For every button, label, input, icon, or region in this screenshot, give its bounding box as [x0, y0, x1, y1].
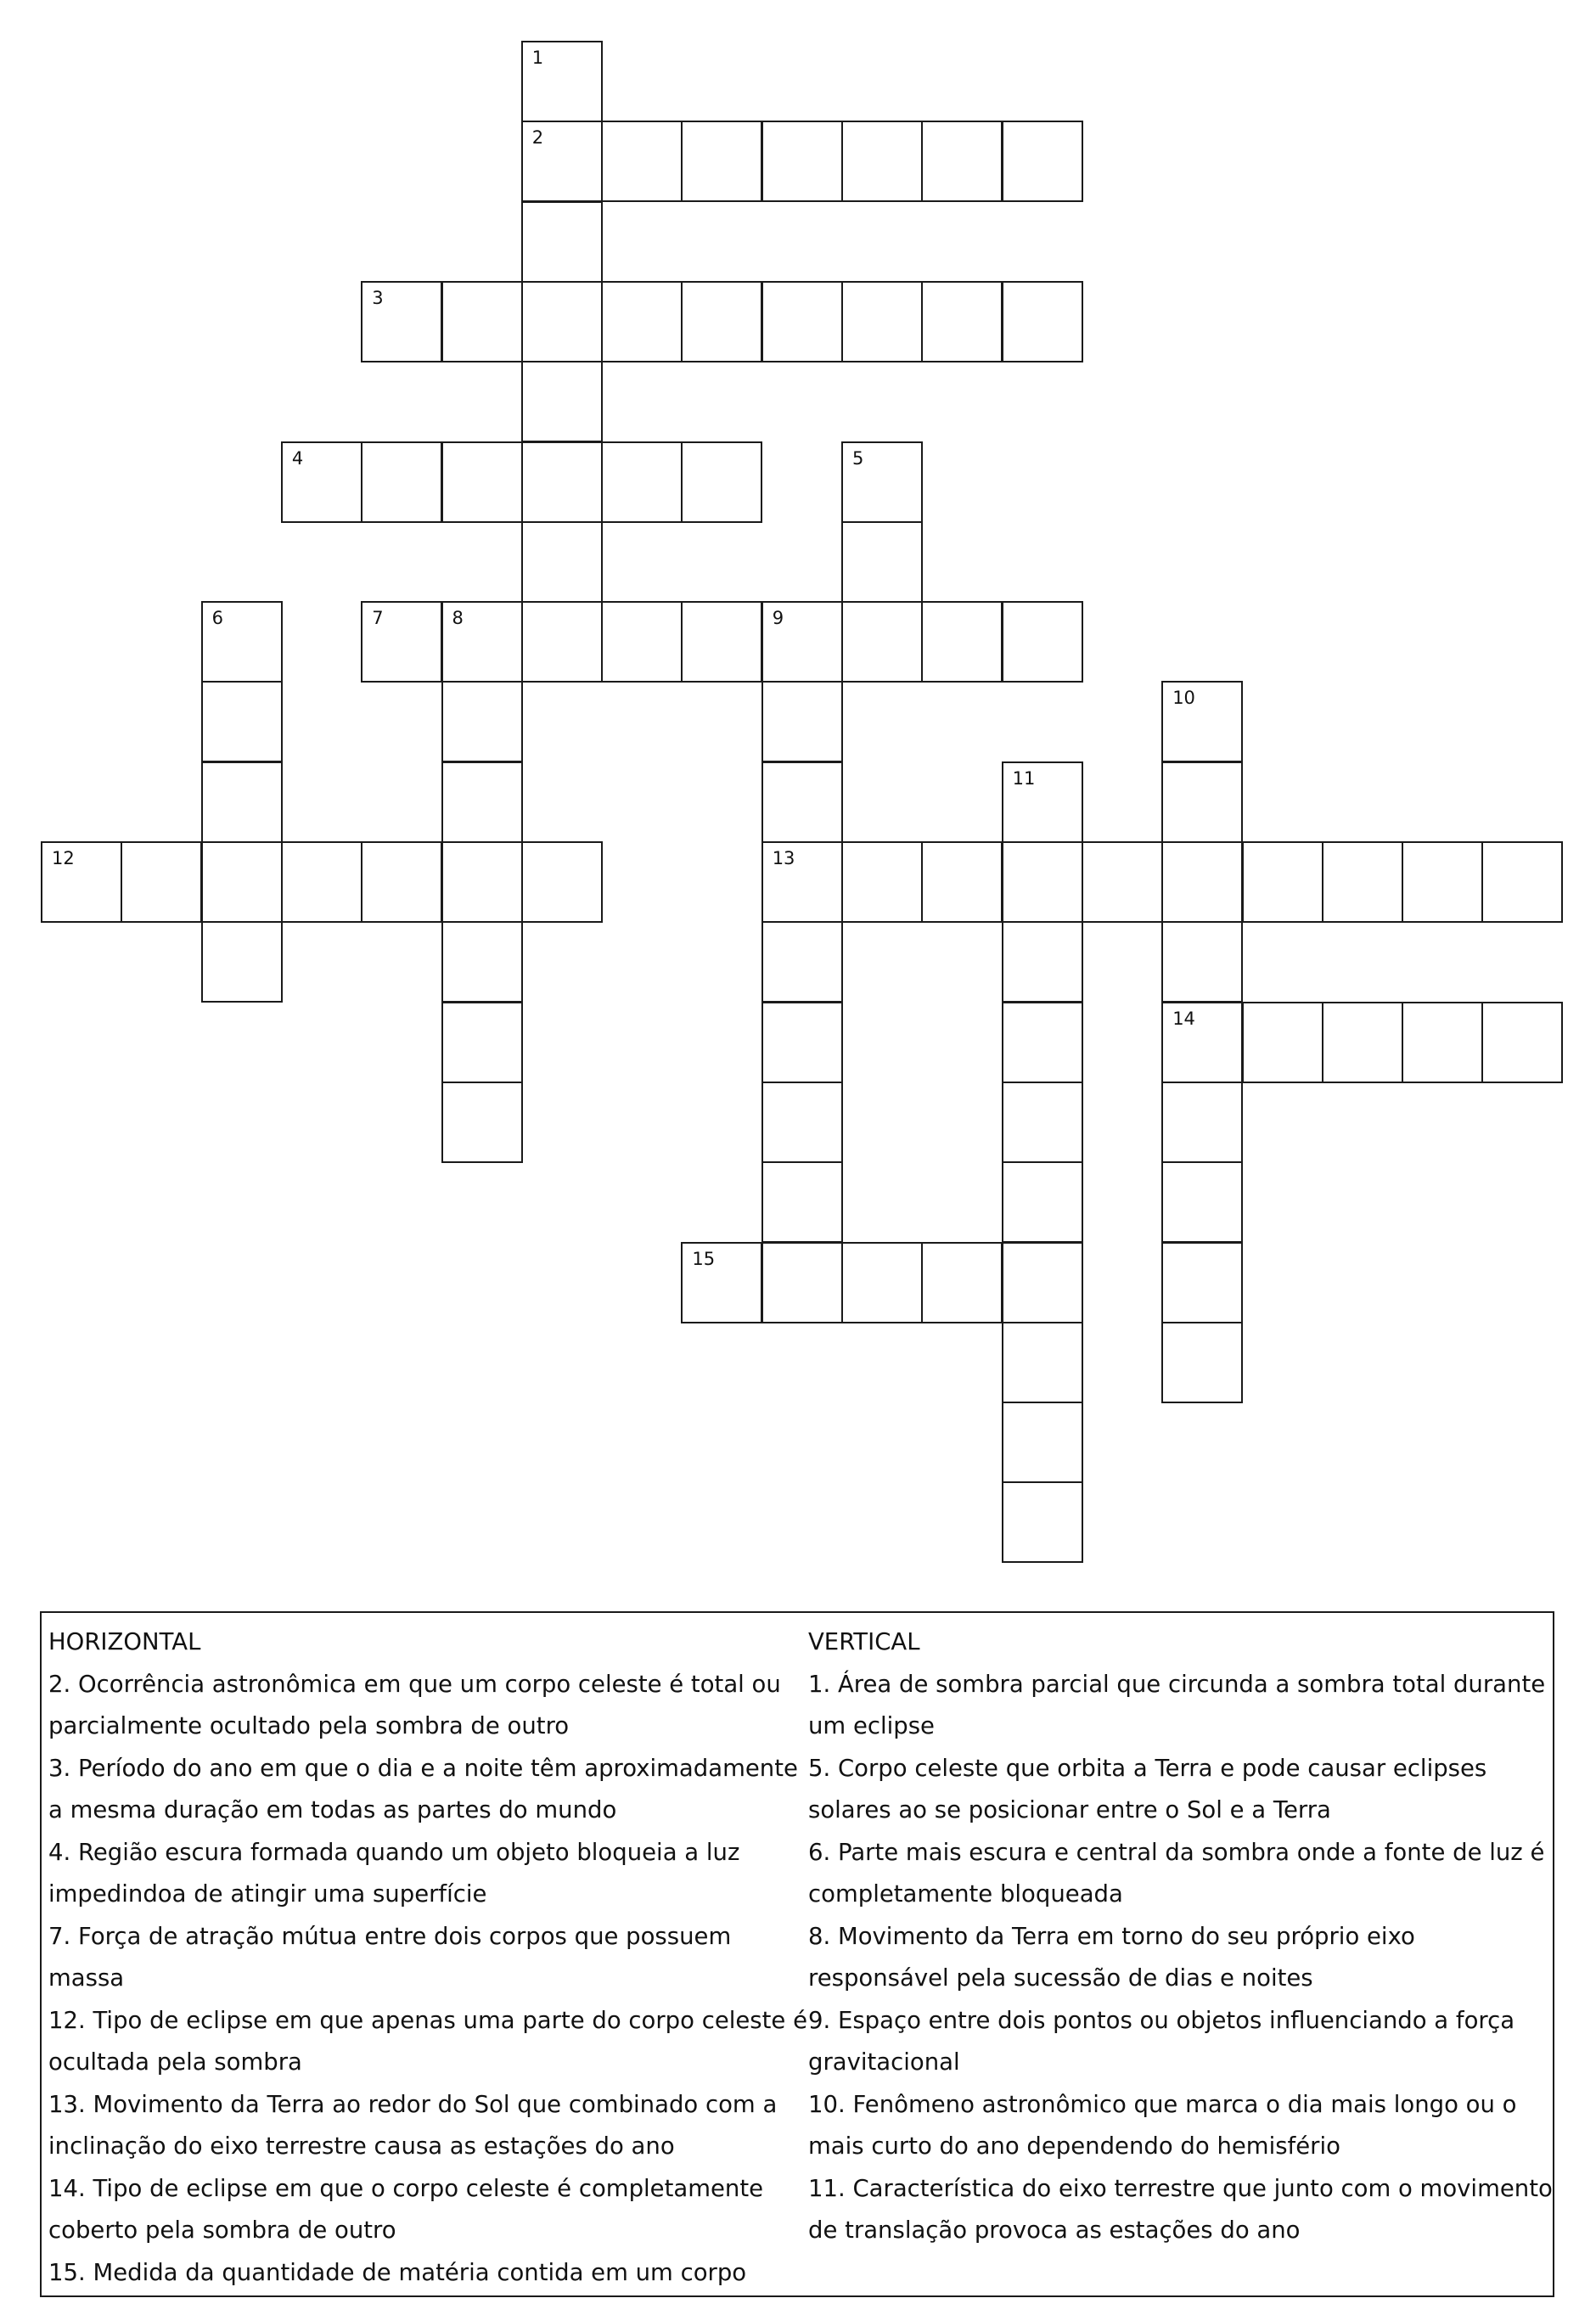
grid-cell[interactable]: [681, 281, 762, 362]
grid-cell[interactable]: [1161, 761, 1243, 843]
grid-cell[interactable]: [1322, 1002, 1403, 1083]
clue-number: 2: [531, 127, 544, 149]
grid-cell[interactable]: [1161, 1322, 1243, 1403]
grid-cell[interactable]: [521, 41, 603, 122]
grid-cell[interactable]: [41, 841, 122, 923]
grid-cell[interactable]: [1002, 1402, 1083, 1483]
grid-cell[interactable]: [1242, 841, 1323, 923]
clue-h12: 12. Tipo de eclipse em que apenas uma parte do corpo celeste é ocultada pela sombra: [48, 2006, 807, 2076]
grid-cell[interactable]: [521, 281, 603, 362]
clue-h4: 4. Região escura formada quando um objeto bloqueia a luz impedindoa de atingir uma superfície: [48, 1838, 740, 1908]
grid-cell[interactable]: [841, 601, 923, 683]
grid-cell[interactable]: [361, 281, 442, 362]
grid-cell[interactable]: [441, 281, 523, 362]
clue-h7: 7. Força de atração mútua entre dois corpos que possuem massa: [48, 1922, 732, 1992]
clue-v10: 10. Fenômeno astronômico que marca o dia mais longo ou o mais curto do ano dependendo do hemisfério: [808, 2090, 1517, 2160]
clue-number: 14: [1172, 1008, 1195, 1029]
grid-cell[interactable]: [1161, 921, 1243, 1003]
grid-cell[interactable]: [201, 921, 283, 1003]
clue-number: 5: [852, 447, 864, 469]
grid-cell[interactable]: [761, 1002, 843, 1083]
clue-number: 11: [1012, 767, 1036, 789]
grid-cell[interactable]: [1161, 1242, 1243, 1323]
clue-h15: 15. Medida da quantidade de matéria contida em um corpo: [48, 2258, 747, 2286]
clue-v6: 6. Parte mais escura e central da sombra onde a fonte de luz é completamente bloqueada: [808, 1838, 1545, 1908]
vertical-heading: VERTICAL: [808, 1628, 920, 1655]
clue-number: 15: [692, 1248, 716, 1269]
grid-cell[interactable]: [761, 1082, 843, 1163]
grid-cell[interactable]: [1322, 841, 1403, 923]
grid-cell[interactable]: [1002, 761, 1083, 843]
grid-cell[interactable]: [521, 521, 603, 603]
clue-number: 12: [52, 848, 75, 868]
grid-cell[interactable]: [521, 601, 603, 683]
grid-cell[interactable]: [1161, 1082, 1243, 1163]
grid-cell[interactable]: [921, 841, 1003, 923]
grid-cell[interactable]: [761, 121, 843, 202]
grid-cell[interactable]: [921, 1242, 1003, 1323]
clue-v5: 5. Corpo celeste que orbita a Terra e pode causar eclipses solares ao se posicionar entre o Sol e a Terra: [808, 1754, 1487, 1823]
grid-cell[interactable]: [921, 121, 1003, 202]
grid-cell[interactable]: [361, 441, 442, 523]
grid-cell[interactable]: [521, 841, 603, 923]
clue-number: 4: [291, 447, 304, 469]
grid-cell[interactable]: [1002, 1002, 1083, 1083]
grid-cell[interactable]: [761, 1242, 843, 1323]
grid-cell[interactable]: [1002, 1242, 1083, 1323]
grid-cell[interactable]: [761, 281, 843, 362]
grid-cell[interactable]: [761, 681, 843, 762]
grid-cell[interactable]: [441, 761, 523, 843]
grid-cell[interactable]: [1002, 1322, 1083, 1403]
clue-number: 1: [531, 48, 544, 68]
vertical-clues: [808, 1621, 1555, 2252]
clue-v8: 8. Movimento da Terra em torno do seu próprio eixo responsável pela sucessão de dias e noites: [808, 1922, 1415, 1992]
grid-cell[interactable]: [601, 601, 683, 683]
grid-cell[interactable]: [841, 121, 923, 202]
grid-cell[interactable]: [761, 601, 843, 683]
grid-cell[interactable]: [921, 601, 1003, 683]
grid-cell[interactable]: [521, 201, 603, 283]
grid-cell[interactable]: [1002, 921, 1083, 1003]
grid-cell[interactable]: [1002, 601, 1083, 683]
grid-cell[interactable]: [521, 361, 603, 442]
grid-cell[interactable]: [361, 841, 442, 923]
grid-cell[interactable]: [1002, 841, 1083, 923]
grid-cell[interactable]: [441, 921, 523, 1003]
grid-cell[interactable]: [281, 441, 362, 523]
grid-cell[interactable]: [841, 521, 923, 603]
grid-cell[interactable]: [841, 841, 923, 923]
clue-number: 6: [211, 608, 223, 629]
grid-cell[interactable]: [1402, 1002, 1483, 1083]
grid-cell[interactable]: [1161, 1002, 1243, 1083]
grid-cell[interactable]: [1002, 1161, 1083, 1243]
clue-v1: 1. Área de sombra parcial que circunda a sombra total durante um eclipse: [808, 1670, 1546, 1739]
grid-cell[interactable]: [1002, 121, 1083, 202]
clue-number: 8: [452, 608, 464, 629]
clue-number: 9: [772, 608, 784, 629]
clue-v11: 11. Característica do eixo terrestre que junto com o movimento de translação provoca as estações do ano: [808, 2174, 1553, 2244]
grid-cell[interactable]: [361, 601, 442, 683]
grid-cell[interactable]: [841, 441, 923, 523]
grid-cell[interactable]: [1161, 1161, 1243, 1243]
grid-cell[interactable]: [441, 441, 523, 523]
clue-number: 13: [772, 848, 795, 868]
grid-cell[interactable]: [441, 1082, 523, 1163]
clue-h3: 3. Período do ano em que o dia e a noite têm aproximadamente a mesma duração em todas as partes do mundo: [48, 1754, 798, 1823]
grid-cell[interactable]: [761, 761, 843, 843]
grid-cell[interactable]: [841, 281, 923, 362]
grid-cell[interactable]: [601, 441, 683, 523]
grid-cell[interactable]: [1002, 1481, 1083, 1563]
grid-cell[interactable]: [681, 1242, 762, 1323]
clue-h13: 13. Movimento da Terra ao redor do Sol que combinado com a inclinação do eixo terrestre causa as estações do ano: [48, 2090, 778, 2160]
grid-cell[interactable]: [1002, 281, 1083, 362]
grid-cell[interactable]: [521, 121, 603, 202]
grid-cell[interactable]: [1002, 1082, 1083, 1163]
clue-number: 3: [372, 287, 384, 308]
clue-number: 10: [1172, 688, 1195, 709]
grid-cell[interactable]: [441, 841, 523, 923]
grid-cell[interactable]: [121, 841, 202, 923]
grid-cell[interactable]: [201, 761, 283, 843]
grid-cell[interactable]: [1402, 841, 1483, 923]
grid-cell[interactable]: [1161, 681, 1243, 762]
grid-cell[interactable]: [1082, 841, 1163, 923]
grid-cell[interactable]: [441, 681, 523, 762]
grid-cell[interactable]: [921, 281, 1003, 362]
grid-cell[interactable]: [1242, 1002, 1323, 1083]
grid-cell[interactable]: [681, 441, 762, 523]
grid-cell[interactable]: [1161, 841, 1243, 923]
grid-cell[interactable]: [521, 441, 603, 523]
clue-h14: 14. Tipo de eclipse em que o corpo celeste é completamente coberto pela sombra de outro: [48, 2174, 764, 2244]
grid-cell[interactable]: [201, 841, 283, 923]
grid-cell[interactable]: [1481, 1002, 1563, 1083]
clues-box: [40, 1611, 1554, 2297]
grid-cell[interactable]: [681, 121, 762, 202]
clue-h2: 2. Ocorrência astronômica em que um corpo celeste é total ou parcialmente ocultado pela sombra de outro: [48, 1670, 781, 1739]
grid-cell[interactable]: [601, 121, 683, 202]
grid-cell[interactable]: [201, 601, 283, 683]
grid-cell[interactable]: [441, 601, 523, 683]
grid-cell[interactable]: [681, 601, 762, 683]
clue-v9: 9. Espaço entre dois pontos ou objetos influenciando a força gravitacional: [808, 2006, 1515, 2076]
horizontal-heading: HORIZONTAL: [48, 1628, 201, 1655]
horizontal-clues: [48, 1621, 812, 2294]
grid-cell[interactable]: [761, 1161, 843, 1243]
grid-cell[interactable]: [841, 1242, 923, 1323]
grid-cell[interactable]: [281, 841, 362, 923]
grid-cell[interactable]: [601, 281, 683, 362]
clue-number: 7: [372, 608, 384, 629]
grid-cell[interactable]: [761, 921, 843, 1003]
grid-cell[interactable]: [761, 841, 843, 923]
grid-cell[interactable]: [1481, 841, 1563, 923]
grid-cell[interactable]: [441, 1002, 523, 1083]
grid-cell[interactable]: [201, 681, 283, 762]
